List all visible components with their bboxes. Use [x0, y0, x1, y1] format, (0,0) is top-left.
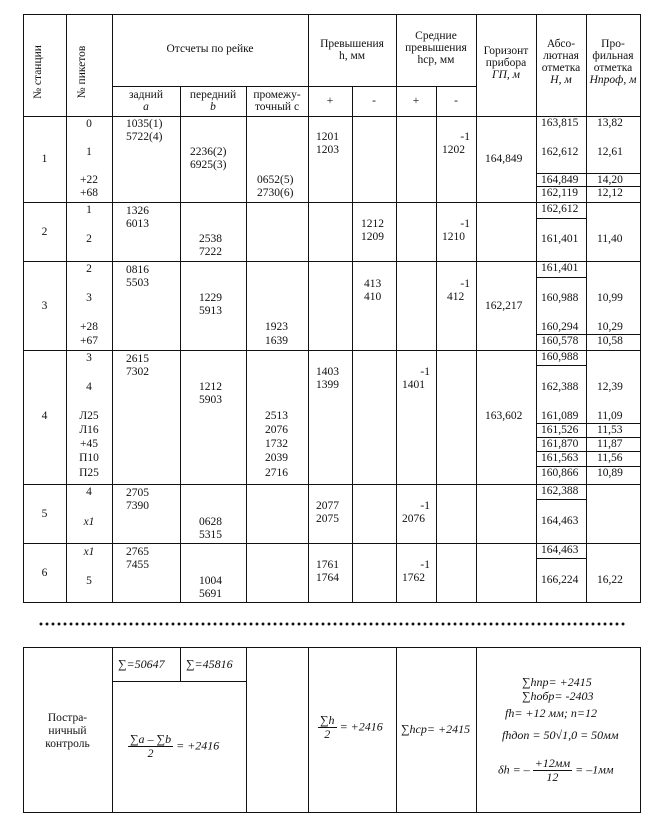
- header-minus-1: -: [372, 95, 376, 107]
- h-underline: [537, 499, 586, 500]
- front-reading: 1229: [199, 292, 222, 304]
- abs-height: 166,224: [541, 574, 579, 586]
- row-divider-6: [23, 602, 641, 603]
- avg-minus: -1: [460, 131, 470, 143]
- header-abs-1: Абсо-: [546, 38, 576, 50]
- abs-height: 164,849: [541, 174, 579, 186]
- abs-height: 162,612: [541, 203, 579, 215]
- h-underline: [537, 173, 586, 174]
- col-line-3: [180, 86, 181, 603]
- abs-height: 161,401: [541, 233, 579, 245]
- picket: +28: [80, 321, 98, 333]
- inter-reading: 2076: [265, 424, 288, 436]
- station-number: 1: [41, 153, 48, 165]
- elev-minus: 410: [364, 291, 382, 303]
- diff-denominator: 2: [147, 746, 154, 760]
- header-front: передний: [189, 89, 237, 101]
- profile-height: 10,58: [597, 335, 623, 347]
- elev-plus: 2075: [316, 513, 339, 525]
- elev-minus: 413: [364, 278, 382, 290]
- correction-formula: [498, 757, 614, 784]
- abs-height: 161,563: [541, 452, 579, 464]
- profile-height: 12,12: [597, 187, 623, 199]
- header-picket: № пикетов: [76, 45, 88, 99]
- station-number: 2: [41, 226, 48, 238]
- back-reading: 0816: [126, 264, 149, 276]
- front-reading: 6925(3): [190, 159, 227, 171]
- h-underline: [587, 173, 640, 174]
- elev-minus: 1209: [361, 231, 384, 243]
- elevation-half-sum: [318, 714, 383, 741]
- avg-plus: -1: [420, 559, 430, 571]
- profile-height: 11,53: [597, 424, 623, 436]
- abs-height: 162,388: [541, 485, 579, 497]
- abs-height: 160,988: [541, 292, 579, 304]
- back-reading: 7302: [126, 366, 149, 378]
- header-plus-1: +: [326, 95, 334, 107]
- sum-front: ∑=45816: [186, 657, 233, 671]
- col-line-11: [586, 14, 587, 603]
- h-sum-value: = +2416: [339, 719, 383, 734]
- picket: 0: [86, 118, 92, 130]
- col-line-4b: [246, 647, 247, 813]
- elev-plus: 1403: [316, 366, 339, 378]
- h-underline: [587, 466, 640, 467]
- front-reading: 0628: [199, 516, 222, 528]
- abs-height: 163,815: [541, 117, 579, 129]
- col-line-6: [352, 86, 353, 603]
- inter-reading: 1639: [265, 335, 288, 347]
- station-number: 3: [41, 300, 48, 312]
- header-prof-1: Про-: [601, 38, 625, 50]
- abs-height: 162,388: [541, 381, 579, 393]
- h-underline: [587, 437, 640, 438]
- instrument-horizon: 164,849: [485, 153, 523, 165]
- elev-plus: 1201: [316, 131, 339, 143]
- profile-height: 12,39: [597, 381, 623, 393]
- h-underline: [537, 466, 586, 467]
- header-elev-2: h, мм: [338, 50, 366, 62]
- avg-plus: 1762: [402, 572, 425, 584]
- header-minus-2: -: [454, 95, 458, 107]
- profile-height: 11,09: [597, 410, 623, 422]
- control-label-3: контроль: [45, 738, 90, 750]
- elev-plus: 1203: [316, 144, 339, 156]
- back-reading: 1035(1): [126, 118, 163, 130]
- back-reading: 1326: [126, 205, 149, 217]
- backward-sum: ∑hобр= -2403: [522, 689, 594, 703]
- h-underline: [537, 334, 586, 335]
- control-top: [23, 647, 641, 648]
- station-number: 5: [41, 508, 48, 520]
- sum-back: ∑=50647: [118, 657, 165, 671]
- header-back-symbol: a: [143, 101, 149, 113]
- h-underline: [587, 186, 640, 187]
- header-avg-2: превышения: [405, 42, 467, 54]
- profile-height: 10,99: [597, 292, 623, 304]
- col-line-4: [246, 86, 247, 603]
- avg-minus: -1: [460, 218, 470, 230]
- inter-reading: 1732: [265, 438, 288, 450]
- avg-elevation-sum: ∑hср= +2415: [401, 722, 471, 736]
- back-reading: 2765: [126, 546, 149, 558]
- header-front-symbol: b: [210, 101, 216, 113]
- picket: x1: [83, 546, 95, 558]
- picket: +67: [80, 335, 98, 347]
- abs-height: 161,401: [541, 262, 579, 274]
- profile-height: 11,40: [597, 233, 623, 245]
- front-reading: 5691: [199, 588, 222, 600]
- avg-minus: 412: [447, 291, 465, 303]
- header-back: задний: [129, 89, 163, 101]
- back-reading: 7390: [126, 500, 149, 512]
- back-reading: 7455: [126, 559, 149, 571]
- col-line-12: [640, 14, 641, 603]
- correction-rhs: = –1мм: [575, 762, 614, 777]
- h-underline: [537, 423, 586, 424]
- header-station: № станции: [32, 45, 44, 99]
- header-abs-2: лютная: [543, 50, 579, 62]
- h-sum-denominator: 2: [324, 727, 331, 741]
- control-label-2: ничный: [48, 725, 87, 737]
- profile-height: 16,22: [597, 574, 623, 586]
- profile-height: 11,56: [597, 452, 623, 464]
- picket: 3: [86, 292, 92, 304]
- forward-sum: ∑hпр= +2415: [522, 675, 592, 689]
- elev-minus: 1212: [361, 218, 384, 230]
- picket: 5: [86, 575, 92, 587]
- picket: 4: [86, 381, 92, 393]
- profile-height: 11,87: [597, 438, 623, 450]
- back-reading: 6013: [126, 218, 149, 230]
- diff-numerator: ∑a – ∑b: [130, 732, 172, 746]
- abs-height: 164,463: [541, 515, 579, 527]
- header-gp-2: прибора: [485, 57, 527, 69]
- inter-reading: 2716: [265, 467, 288, 479]
- col-line-7b: [396, 647, 397, 813]
- header-prof-3: отметка: [593, 62, 633, 74]
- control-label-1: Постра-: [47, 712, 88, 724]
- picket: +68: [80, 187, 98, 199]
- col-line-5b: [308, 647, 309, 813]
- inter-reading: 2730(6): [257, 187, 294, 199]
- inter-reading: 0652(5): [257, 174, 294, 186]
- picket: 2: [86, 233, 92, 245]
- picket: +45: [80, 438, 98, 450]
- avg-minus: -1: [460, 278, 470, 290]
- readings-half-difference: [128, 733, 219, 760]
- abs-height: 162,119: [541, 187, 578, 199]
- picket: П25: [79, 467, 99, 479]
- header-plus-2: +: [412, 95, 420, 107]
- abs-height: 160,988: [541, 351, 579, 363]
- abs-height: 160,294: [541, 321, 579, 333]
- picket: Л16: [79, 424, 99, 436]
- front-reading: 5913: [199, 305, 222, 317]
- h-underline: [587, 451, 640, 452]
- avg-minus: 1210: [442, 231, 465, 243]
- misclosure: fh= +12 мм; n=12: [505, 706, 597, 720]
- h-underline: [537, 365, 586, 366]
- instrument-horizon: 162,217: [485, 300, 523, 312]
- front-reading: 2538: [199, 233, 222, 245]
- header-inter-1: промежу-: [253, 89, 301, 101]
- profile-height: 10,89: [597, 467, 623, 479]
- h-underline: [537, 558, 586, 559]
- allowed-misclosure: fhдоп = 50√1,0 = 50мм: [502, 728, 619, 742]
- abs-height: 161,526: [541, 424, 579, 436]
- picket: 1: [86, 204, 92, 216]
- header-divider-2: [308, 86, 476, 87]
- col-line-9b: [476, 647, 477, 813]
- picket: +22: [80, 174, 98, 186]
- profile-height: 10,29: [597, 321, 623, 333]
- picket: Л25: [79, 410, 99, 422]
- col-line-8: [436, 86, 437, 603]
- table-border-top: [23, 14, 641, 15]
- col-line-1: [66, 14, 67, 603]
- diff-value: = +2416: [176, 738, 220, 753]
- elev-plus: 2077: [316, 500, 339, 512]
- abs-height: 162,612: [541, 146, 579, 158]
- header-abs-3: отметка: [541, 62, 581, 74]
- front-reading: 1004: [199, 575, 222, 587]
- header-readings: Отсчеты по рейке: [166, 43, 254, 55]
- avg-plus: -1: [420, 366, 430, 378]
- col-line-9: [476, 14, 477, 603]
- h-underline: [537, 186, 586, 187]
- inter-reading: 2039: [265, 452, 288, 464]
- abs-height: 164,463: [541, 544, 579, 556]
- header-abs-4: H, м: [550, 74, 572, 86]
- profile-height: 13,82: [597, 117, 623, 129]
- back-reading: 2615: [126, 353, 149, 365]
- header-divider-1: [112, 86, 308, 87]
- inter-reading: 1923: [265, 321, 288, 333]
- h-underline: [537, 437, 586, 438]
- elev-plus: 1399: [316, 379, 339, 391]
- back-reading: 5503: [126, 277, 149, 289]
- avg-minus: 1202: [442, 144, 465, 156]
- picket: П10: [79, 452, 99, 464]
- front-reading: 5315: [199, 529, 222, 541]
- abs-height: 160,866: [541, 467, 579, 479]
- picket: x1: [83, 516, 95, 528]
- front-reading: 5903: [199, 394, 222, 406]
- elev-plus: 1761: [316, 559, 339, 571]
- control-sum-divider: [112, 681, 246, 682]
- profile-height: 12,61: [597, 146, 623, 158]
- col-line-2b: [112, 647, 113, 813]
- inter-reading: 2513: [265, 410, 288, 422]
- h-underline: [537, 218, 586, 219]
- station-number: 4: [41, 410, 48, 422]
- instrument-horizon: 163,602: [485, 410, 523, 422]
- h-underline: [537, 451, 586, 452]
- front-reading: 1212: [199, 381, 222, 393]
- abs-height: 161,870: [541, 438, 579, 450]
- col-line-3b: [180, 647, 181, 681]
- h-underline: [537, 277, 586, 278]
- abs-height: 160,578: [541, 335, 579, 347]
- abs-height: 161,089: [541, 410, 579, 422]
- picket: 3: [86, 352, 92, 364]
- header-gp-1: Горизонт: [483, 45, 529, 57]
- col-line-10: [536, 14, 537, 603]
- picket: 2: [86, 263, 92, 275]
- h-underline: [587, 423, 640, 424]
- h-sum-numerator: ∑h: [320, 713, 335, 727]
- header-avg-3: hср, мм: [417, 54, 455, 66]
- col-line-12b: [640, 647, 641, 813]
- header-avg-1: Средние: [415, 30, 457, 42]
- back-reading: 5722(4): [126, 131, 163, 143]
- picket: 4: [86, 486, 92, 498]
- correction-lhs: δh = –: [498, 762, 530, 777]
- header-prof-4: Hпроф, м: [589, 74, 637, 86]
- header-gp-3: ГП, м: [492, 69, 520, 81]
- avg-plus: 1401: [402, 379, 425, 391]
- header-elev-1: Превышения: [320, 38, 384, 50]
- front-reading: 2236(2): [190, 146, 227, 158]
- avg-plus: 2076: [402, 513, 425, 525]
- picket: 1: [86, 146, 92, 158]
- correction-denominator: 12: [546, 770, 559, 784]
- header-inter-2: точный c: [254, 101, 300, 113]
- profile-height: 14,20: [597, 174, 623, 186]
- station-number: 6: [41, 567, 48, 579]
- h-underline: [587, 334, 640, 335]
- back-reading: 2705: [126, 487, 149, 499]
- table-border-bottom: [23, 812, 641, 813]
- correction-numerator: +12мм: [534, 756, 571, 770]
- break-dots: [38, 622, 626, 626]
- front-reading: 7222: [199, 246, 222, 258]
- header-prof-2: фильная: [592, 50, 634, 62]
- elev-plus: 1764: [316, 572, 339, 584]
- avg-plus: -1: [420, 500, 430, 512]
